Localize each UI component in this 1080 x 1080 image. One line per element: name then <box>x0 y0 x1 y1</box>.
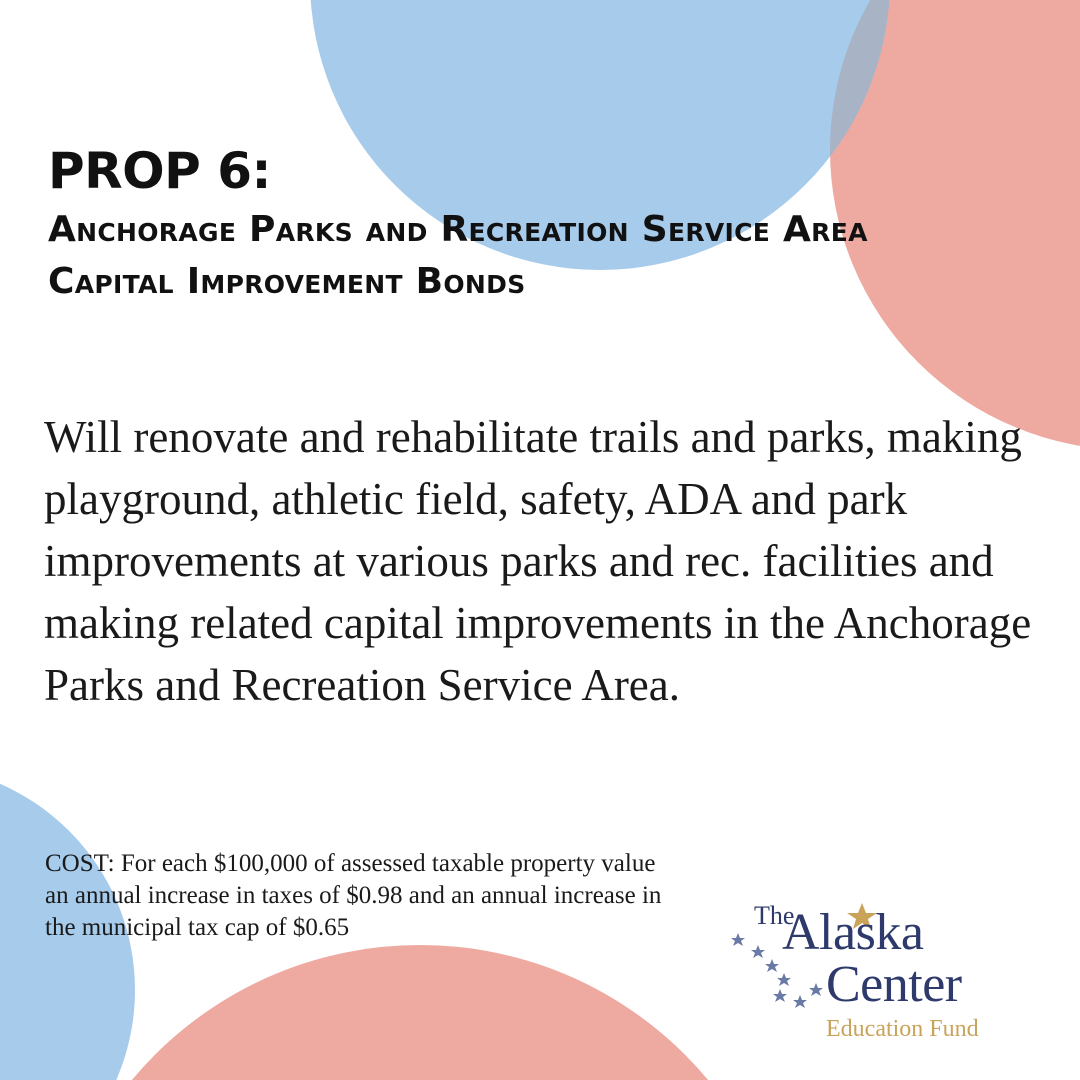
salmon-circle-bottom <box>45 945 795 1080</box>
prop-heading <box>48 140 928 308</box>
prop-description: Will renovate and rehabilitate trails and parks, making playground, athletic field, safety, ADA and park improvements at various parks and rec. facilities and making related capital improvements in the Anchorage Parks and Recreation Service Area. <box>44 412 1032 710</box>
logo-center: Center <box>826 956 962 1013</box>
prop-number: PROP 6: <box>48 142 271 200</box>
prop-title: Anchorage Parks and Recreation Service Area Capital Improvement Bonds <box>48 209 868 302</box>
alaska-center-logo <box>722 895 1022 1055</box>
cost-note: COST: For each $100,000 of assessed taxable property value an annual increase in taxes of $0.98 and an annual increase in the municipal tax cap of $0.65 <box>45 850 662 941</box>
logo-the: The <box>754 901 795 930</box>
logo-education-fund: Education Fund <box>826 1016 979 1042</box>
logo-alaska: Alaska <box>782 904 924 961</box>
